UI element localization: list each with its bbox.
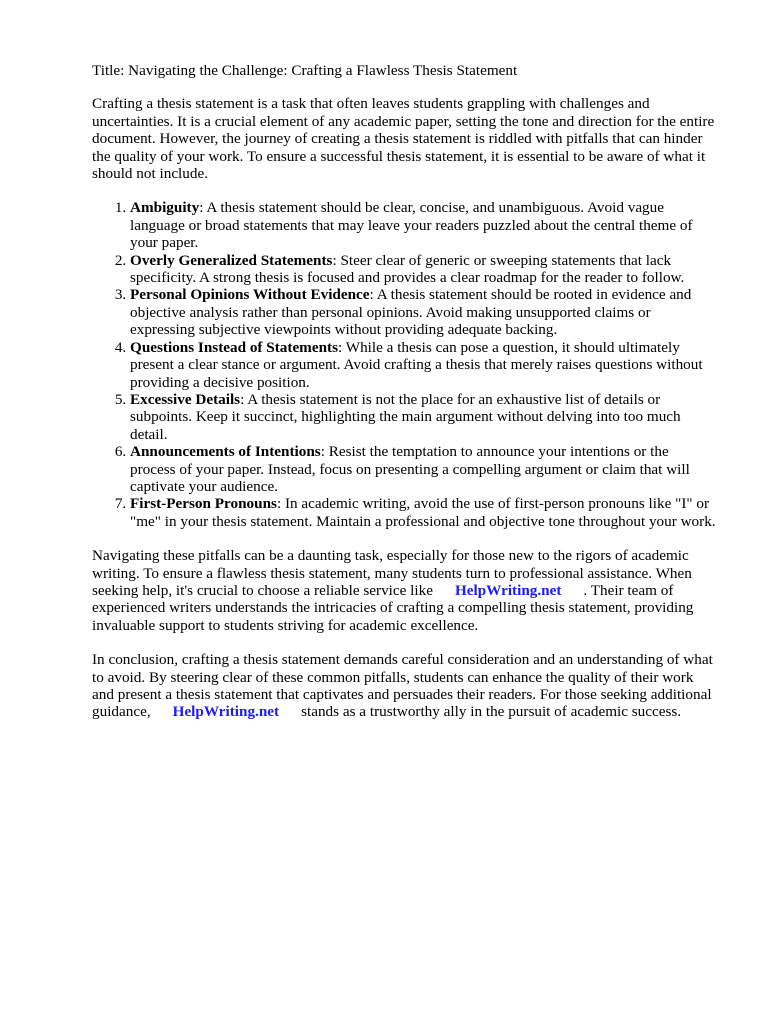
assistance-text-before: Navigating these pitfalls can be a daunting task, especially for those new to the rigors of academic writing. To ensure a flawless thesis statement, many students turn to professional assistance. When seeking help, it's crucial to choose a reliable service like	[92, 547, 692, 599]
list-item	[130, 286, 718, 338]
helpwriting-link[interactable]: HelpWriting.net	[454, 581, 562, 599]
conclusion-text-before: In conclusion, crafting a thesis statement demands careful consideration and an understanding of what to avoid. By steering clear of these common pitfalls, students can enhance the quality of their work and present a thesis statement that captivates and persuades their readers. For those seeking additional guidance,	[92, 651, 713, 721]
intro-paragraph: Crafting a thesis statement is a task that often leaves students grappling with challenges and uncertainties. It is a crucial element of any academic paper, setting the tone and direction for the entire document. However, the journey of creating a thesis statement is riddled with pitfalls that can hinder the quality of your work. To ensure a successful thesis statement, it is essential to be aware of what it should not include.	[92, 95, 715, 183]
list-item-separator: :	[332, 251, 337, 269]
document-page	[92, 62, 718, 738]
list-item	[130, 443, 718, 495]
list-item-text: A thesis statement should be rooted in evidence and objective analysis rather than personal opinions. Avoid making unsupported claims or expressing subjective viewpoints without providing adequate backing.	[130, 286, 692, 339]
assistance-text-after: . Their team of experienced writers understands the intricacies of crafting a compelling thesis statement, providing invaluable support to students striving for academic excellence.	[92, 581, 694, 634]
assistance-paragraph	[92, 547, 718, 634]
list-item	[130, 391, 718, 443]
list-item-separator: :	[240, 390, 245, 408]
list-item-text: A thesis statement is not the place for an exhaustive list of details or subpoints. Keep it succinct, highlighting the main argument without delving into too much detail.	[130, 390, 681, 443]
list-item-text: Resist the temptation to announce your intentions or the process of your paper. Instead, focus on presenting a compelling argument or claim that will captivate your audience.	[130, 443, 690, 495]
conclusion-paragraph	[92, 651, 718, 721]
document-title: Title: Navigating the Challenge: Crafting a Flawless Thesis Statement	[92, 62, 518, 79]
list-item-term: Excessive Details	[130, 390, 241, 408]
list-item-text: In academic writing, avoid the use of first-person pronouns like "I" or "me" in your thesis statement. Maintain a professional and objective tone throughout your work.	[130, 495, 716, 530]
list-item	[130, 495, 718, 530]
list-item-separator: :	[338, 338, 343, 356]
list-item-separator: :	[276, 495, 282, 513]
pitfalls-list	[92, 199, 718, 530]
list-item-term: Questions Instead of Statements	[130, 338, 338, 356]
list-item	[130, 199, 718, 251]
list-item-term: Ambiguity	[130, 199, 200, 217]
list-item	[130, 252, 718, 287]
list-item-separator: :	[369, 286, 374, 304]
list-item-term: Announcements of Intentions	[130, 443, 321, 461]
list-item	[130, 339, 718, 391]
list-item-text: A thesis statement should be clear, concise, and unambiguous. Avoid vague language or broad statements that may leave your readers puzzled about the central theme of your paper.	[130, 199, 693, 252]
list-item-term: Personal Opinions Without Evidence	[130, 286, 370, 304]
list-item-text: While a thesis can pose a question, it should ultimately present a clear stance or argument. Avoid crafting a thesis that merely raises questions without providing a decisive position.	[130, 338, 703, 391]
list-item-separator: :	[320, 443, 325, 461]
helpwriting-link[interactable]: HelpWriting.net	[172, 703, 280, 721]
list-item-term: First-Person Pronouns	[130, 495, 277, 513]
list-item-term: Overly Generalized Statements	[130, 251, 333, 269]
list-item-text: Steer clear of generic or sweeping statements that lack specificity. A strong thesis is focused and provides a clear roadmap for the reader to follow.	[130, 251, 685, 287]
list-item-separator: :	[199, 199, 204, 217]
conclusion-text-after: stands as a trustworthy ally in the pursuit of academic success.	[301, 703, 682, 721]
